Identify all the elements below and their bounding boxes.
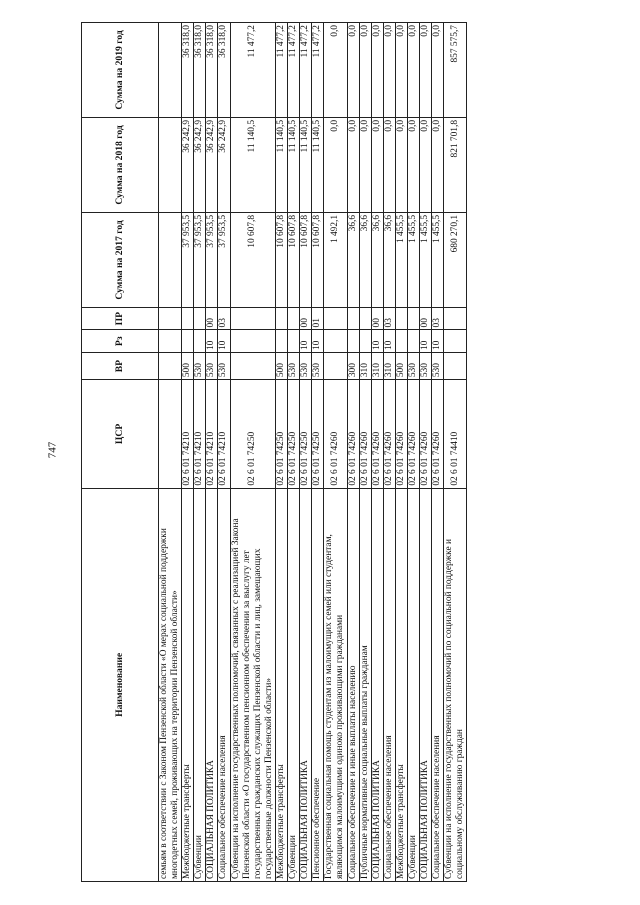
cell-2019 [159, 23, 182, 118]
table-header-row [82, 23, 159, 882]
cell-2018: 11 140,5 [300, 117, 312, 212]
cell-rz [230, 330, 275, 353]
cell-2017: 10 607,8 [275, 212, 287, 307]
cell-name: Пенсионное обеспечение [312, 488, 324, 881]
cell-rz [275, 330, 287, 353]
cell-2018: 36 242,9 [194, 117, 206, 212]
cell-rz [194, 330, 206, 353]
cell-csr: 02 6 01 74210 [182, 380, 194, 489]
cell-2017: 36,6 [371, 212, 383, 307]
cell-pr: 00 [420, 307, 432, 330]
cell-csr: 02 6 01 74260 [371, 380, 383, 489]
cell-vr: 500 [395, 353, 407, 380]
cell-pr [444, 307, 467, 330]
cell-vr: 310 [359, 353, 371, 380]
cell-rz: 10 [312, 330, 324, 353]
cell-rz [324, 330, 347, 353]
cell-csr: 02 6 01 74210 [194, 380, 206, 489]
cell-2017: 37 953,5 [206, 212, 218, 307]
cell-vr [324, 353, 347, 380]
cell-name: СОЦИАЛЬНАЯ ПОЛИТИКА [300, 488, 312, 881]
cell-2019: 0,0 [359, 23, 371, 118]
cell-csr: 02 6 01 74210 [206, 380, 218, 489]
table-body [159, 23, 467, 882]
cell-pr: 00 [300, 307, 312, 330]
cell-2019: 0,0 [383, 23, 395, 118]
cell-pr: 01 [312, 307, 324, 330]
cell-2018: 0,0 [407, 117, 419, 212]
cell-2017: 10 607,8 [288, 212, 300, 307]
cell-pr [159, 307, 182, 330]
cell-2018 [159, 117, 182, 212]
cell-rz [395, 330, 407, 353]
cell-rz: 10 [218, 330, 230, 353]
cell-2019: 857 575,7 [444, 23, 467, 118]
table-row [383, 23, 395, 882]
cell-vr: 530 [206, 353, 218, 380]
cell-csr: 02 6 01 74250 [275, 380, 287, 489]
header-name: Наименование [82, 488, 159, 881]
table-row [206, 23, 218, 882]
page-number: 747 [46, 441, 59, 459]
cell-pr [275, 307, 287, 330]
header-rz: Рз [82, 330, 159, 353]
cell-2018: 0,0 [383, 117, 395, 212]
cell-rz [288, 330, 300, 353]
cell-2018: 0,0 [359, 117, 371, 212]
table-row [324, 23, 347, 882]
table-row [359, 23, 371, 882]
cell-2017: 37 953,5 [218, 212, 230, 307]
header-2017: Сумма на 2017 год [82, 212, 159, 307]
table-row [275, 23, 287, 882]
cell-rz: 10 [420, 330, 432, 353]
cell-2017: 10 607,8 [230, 212, 275, 307]
cell-csr: 02 6 01 74250 [300, 380, 312, 489]
cell-2017: 37 953,5 [182, 212, 194, 307]
cell-2019: 0,0 [420, 23, 432, 118]
table-row [218, 23, 230, 882]
cell-name: Субвенции на исполнение государственных полномочий, связанных с реализацией Закона Пензенской области «О государственном пенсионном обеспечении за выслугу лет государственных гражданских служащих Пензенской области и лиц, замещающих государственные должности Пензенской области» [230, 488, 275, 881]
cell-pr: 03 [432, 307, 444, 330]
cell-name: Социальное обеспечение населения [383, 488, 395, 881]
cell-2018: 36 242,9 [182, 117, 194, 212]
cell-pr [194, 307, 206, 330]
cell-pr [288, 307, 300, 330]
table-row [230, 23, 275, 882]
cell-2017: 36,6 [359, 212, 371, 307]
cell-2018: 36 242,9 [218, 117, 230, 212]
cell-2019: 0,0 [395, 23, 407, 118]
rotated-page [81, 22, 559, 882]
cell-vr: 530 [432, 353, 444, 380]
cell-2017: 1 455,5 [395, 212, 407, 307]
cell-vr: 530 [218, 353, 230, 380]
header-pr: ПР [82, 307, 159, 330]
table-row [432, 23, 444, 882]
cell-2019: 11 477,2 [300, 23, 312, 118]
cell-name: Социальное обеспечение и иные выплаты населению [347, 488, 359, 881]
cell-rz [347, 330, 359, 353]
table-row [371, 23, 383, 882]
cell-pr: 00 [371, 307, 383, 330]
cell-name: Социальное обеспечение населения [432, 488, 444, 881]
cell-2019: 11 477,2 [312, 23, 324, 118]
table-row [159, 23, 182, 882]
cell-2017 [159, 212, 182, 307]
cell-2019: 36 318,0 [194, 23, 206, 118]
cell-rz: 10 [383, 330, 395, 353]
cell-name: семьям в соответствии с Законом Пензенской области «О мерах социальной поддержки многодетных семей, проживающих на территории Пензенской области» [159, 488, 182, 881]
cell-vr [230, 353, 275, 380]
cell-pr [359, 307, 371, 330]
cell-2019: 0,0 [407, 23, 419, 118]
cell-name: Субвенции [288, 488, 300, 881]
cell-2018: 0,0 [347, 117, 359, 212]
cell-vr: 300 [347, 353, 359, 380]
cell-2018: 0,0 [432, 117, 444, 212]
cell-csr: 02 6 01 74260 [383, 380, 395, 489]
header-vr: ВР [82, 353, 159, 380]
table-row [395, 23, 407, 882]
cell-rz [407, 330, 419, 353]
table-row [182, 23, 194, 882]
header-csr: ЦСР [82, 380, 159, 489]
cell-name: Субвенции [407, 488, 419, 881]
cell-rz: 10 [371, 330, 383, 353]
cell-2018: 0,0 [420, 117, 432, 212]
cell-2019: 11 477,2 [230, 23, 275, 118]
cell-2018: 11 140,5 [312, 117, 324, 212]
cell-rz: 10 [206, 330, 218, 353]
budget-table [81, 22, 467, 882]
cell-2017: 36,6 [383, 212, 395, 307]
cell-2019: 11 477,2 [275, 23, 287, 118]
cell-vr: 530 [407, 353, 419, 380]
cell-2018: 821 701,8 [444, 117, 467, 212]
cell-vr: 310 [371, 353, 383, 380]
cell-name: Государственная социальная помощь студентам из малоимущих семей или студентам, являющимся малоимущими одиноко проживающими гражданами [324, 488, 347, 881]
cell-csr: 02 6 01 74260 [432, 380, 444, 489]
cell-2019: 0,0 [371, 23, 383, 118]
cell-2019: 11 477,2 [288, 23, 300, 118]
cell-csr: 02 6 01 74250 [288, 380, 300, 489]
cell-name: Межбюджетные трансферты [395, 488, 407, 881]
cell-name: Межбюджетные трансферты [182, 488, 194, 881]
cell-vr [159, 353, 182, 380]
cell-vr: 500 [275, 353, 287, 380]
cell-csr: 02 6 01 74260 [324, 380, 347, 489]
cell-rz [359, 330, 371, 353]
cell-2017: 37 953,5 [194, 212, 206, 307]
cell-name: Публичные нормативные социальные выплаты гражданам [359, 488, 371, 881]
table-row [420, 23, 432, 882]
cell-vr [444, 353, 467, 380]
cell-pr [230, 307, 275, 330]
cell-csr: 02 6 01 74250 [230, 380, 275, 489]
cell-rz: 10 [300, 330, 312, 353]
cell-pr [324, 307, 347, 330]
cell-2018: 0,0 [324, 117, 347, 212]
cell-vr: 310 [383, 353, 395, 380]
table-row [407, 23, 419, 882]
cell-pr: 00 [206, 307, 218, 330]
cell-2017: 680 270,1 [444, 212, 467, 307]
cell-csr [159, 380, 182, 489]
cell-2018: 0,0 [395, 117, 407, 212]
table-row [312, 23, 324, 882]
cell-pr [395, 307, 407, 330]
cell-2018: 11 140,5 [288, 117, 300, 212]
cell-2019: 36 318,0 [218, 23, 230, 118]
cell-csr: 02 6 01 74260 [359, 380, 371, 489]
cell-csr: 02 6 01 74260 [407, 380, 419, 489]
table-row [194, 23, 206, 882]
cell-name: Социальное обеспечение населения [218, 488, 230, 881]
cell-rz [159, 330, 182, 353]
cell-2019: 36 318,0 [182, 23, 194, 118]
table-row [300, 23, 312, 882]
cell-csr: 02 6 01 74210 [218, 380, 230, 489]
cell-2018: 36 242,9 [206, 117, 218, 212]
table-row [347, 23, 359, 882]
cell-csr: 02 6 01 74260 [420, 380, 432, 489]
cell-rz [182, 330, 194, 353]
cell-2017: 1 455,5 [432, 212, 444, 307]
cell-name: СОЦИАЛЬНАЯ ПОЛИТИКА [420, 488, 432, 881]
cell-2017: 10 607,8 [312, 212, 324, 307]
cell-vr: 530 [312, 353, 324, 380]
cell-pr [347, 307, 359, 330]
cell-name: СОЦИАЛЬНАЯ ПОЛИТИКА [206, 488, 218, 881]
cell-csr: 02 6 01 74260 [347, 380, 359, 489]
cell-2017: 1 492,1 [324, 212, 347, 307]
cell-2019: 0,0 [324, 23, 347, 118]
cell-csr: 02 6 01 74410 [444, 380, 467, 489]
cell-rz: 10 [432, 330, 444, 353]
cell-rz [444, 330, 467, 353]
header-2018: Сумма на 2018 год [82, 117, 159, 212]
cell-vr: 530 [420, 353, 432, 380]
cell-2019: 0,0 [432, 23, 444, 118]
cell-name: Субвенции на исполнение государственных полномочий по социальной поддержке и социальному обслуживанию граждан [444, 488, 467, 881]
cell-name: Межбюджетные трансферты [275, 488, 287, 881]
cell-2019: 36 318,0 [206, 23, 218, 118]
table-row [444, 23, 467, 882]
cell-vr: 530 [194, 353, 206, 380]
cell-pr [407, 307, 419, 330]
cell-csr: 02 6 01 74250 [312, 380, 324, 489]
cell-2017: 1 455,5 [407, 212, 419, 307]
cell-2018: 0,0 [371, 117, 383, 212]
cell-csr: 02 6 01 74260 [395, 380, 407, 489]
cell-2017: 1 455,5 [420, 212, 432, 307]
cell-name: Субвенции [194, 488, 206, 881]
cell-pr [182, 307, 194, 330]
cell-2019: 0,0 [347, 23, 359, 118]
cell-pr: 03 [383, 307, 395, 330]
cell-2017: 36,6 [347, 212, 359, 307]
cell-vr: 530 [288, 353, 300, 380]
table-row [288, 23, 300, 882]
cell-vr: 500 [182, 353, 194, 380]
cell-2017: 10 607,8 [300, 212, 312, 307]
header-2019: Сумма на 2019 год [82, 23, 159, 118]
cell-pr: 03 [218, 307, 230, 330]
cell-vr: 530 [300, 353, 312, 380]
cell-name: СОЦИАЛЬНАЯ ПОЛИТИКА [371, 488, 383, 881]
cell-2018: 11 140,5 [230, 117, 275, 212]
cell-2018: 11 140,5 [275, 117, 287, 212]
